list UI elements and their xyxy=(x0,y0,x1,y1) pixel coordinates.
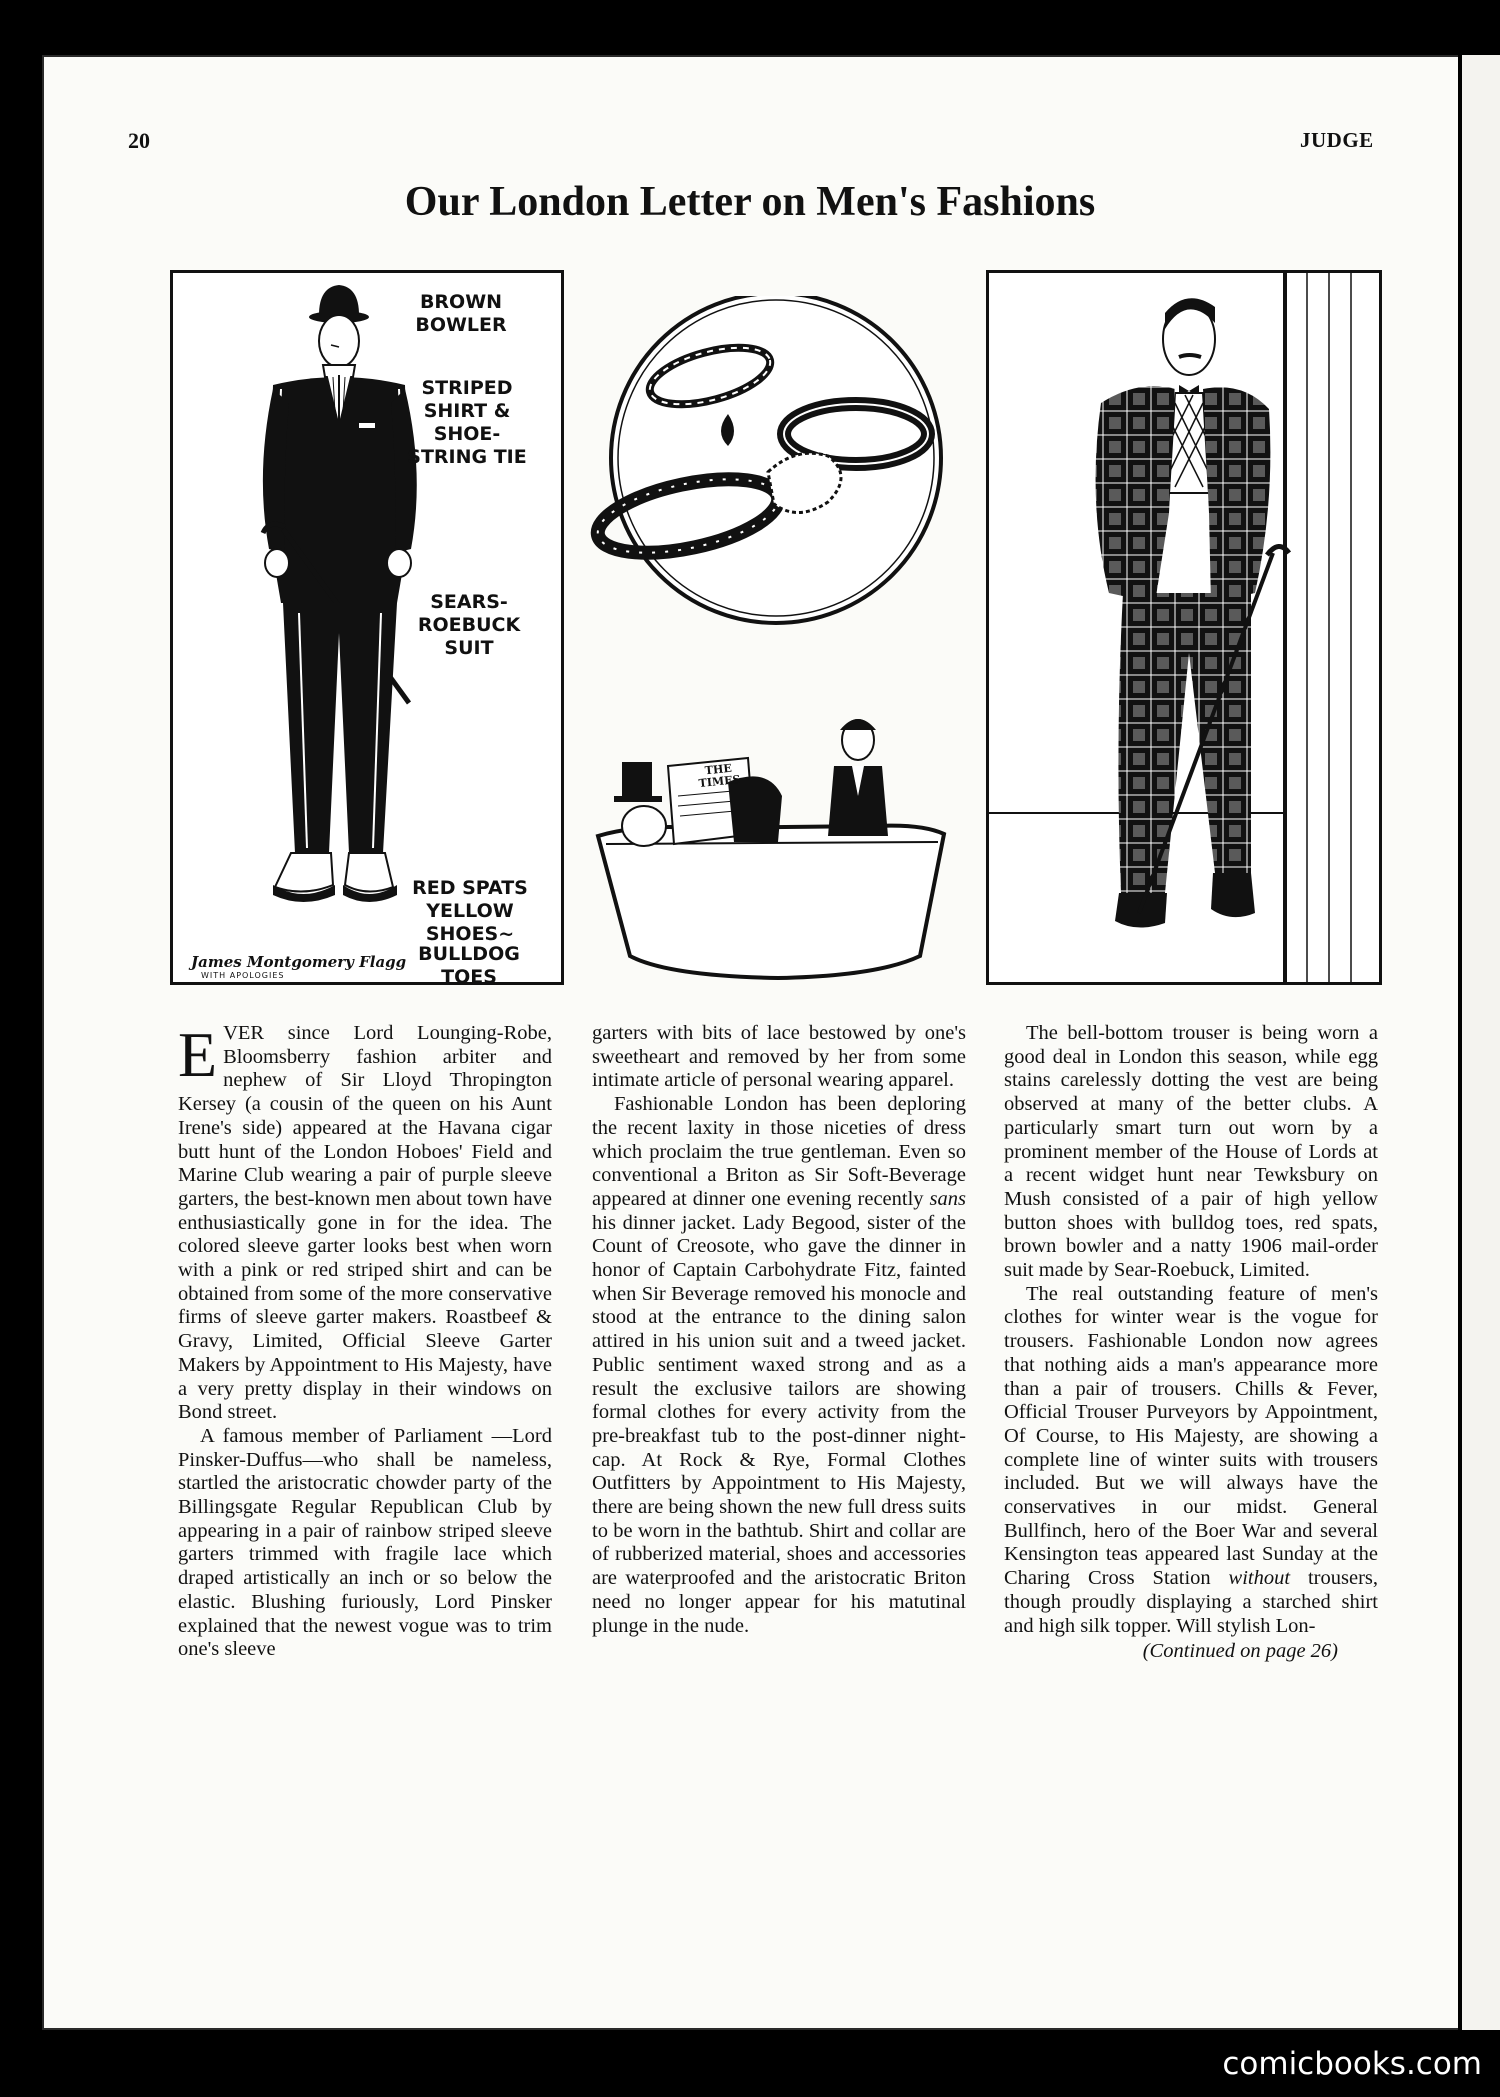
label-red-spats: RED SPATS YELLOW SHOES~ xyxy=(412,877,528,945)
paragraph-text: his dinner jacket. Lady Begood, sister of the Count of Creosote, who gave the dinner in honor of Captain Carbohydrate Fitz, fainted when Sir Beverage removed his monocle and stood at the entrance to the dining salon attired in his union suit and a tweed jacket. Public sentiment waxed strong and as a result the exclusive tailors are showing formal clothes for every activity from the pre-breakfast tub to the post-dinner night-cap. At Rock & Rye, Formal Clothes Outfitters by Appointment to His Majesty, there are being shown the new full dress suits to be worn in the bathtub. Shirt and collar are of rubberized material, shoes and accessories are waterproofed and the aristocratic Briton need no longer appear for his matutinal plunge in the nude. xyxy=(592,1211,966,1637)
page-number: 20 xyxy=(128,128,150,153)
paragraph-text: since Lord Lounging-Robe, Bloomsberry fashion arbiter and nephew of Sir Lloyd Thropington Kersey (a cousin of the queen on his Aunt Irene's side) appeared at the Havana cigar butt hunt of the London Hoboes' Field and Marine Club wearing a pair of purple sleeve garters, the best-known men about town have enthusiastically gone in for the idea. The colored sleeve garter looks best when worn with a pink or red striped shirt and can be obtained from some of the more conservative firms of sleeve garter makers. Roastbeef & Gravy, Limited, Official Sleeve Garter Makers by Appointment to His Majesty, have a very pretty display in their windows on Bond street. xyxy=(178,1022,552,1424)
illustration-man-in-check-suit xyxy=(986,270,1382,985)
paragraph: garters with bits of lace bestowed by one's sweetheart and removed by her from some intimate article of personal wearing apparel. xyxy=(592,1022,966,1092)
illustration-middle xyxy=(578,296,976,985)
label-bulldog-toes: BULLDOG TOES xyxy=(418,943,520,985)
article-column-3 xyxy=(1004,1022,1378,1664)
paragraph-text: trousers, though proudly displaying a starched shirt and high silk topper. Will stylish Lon- xyxy=(1004,1567,1378,1637)
paragraph xyxy=(592,1093,966,1638)
paragraph xyxy=(1004,1283,1378,1639)
watermark: comicbooks.com xyxy=(1222,2046,1482,2082)
continued-note: (Continued on page 26) xyxy=(1142,1640,1338,1663)
article-column-1 xyxy=(178,1019,552,1662)
garters-and-bathtub-drawing xyxy=(578,296,976,985)
italic-word: without xyxy=(1228,1567,1291,1590)
paragraph-text: The real outstanding feature of men's clothes for winter wear is the vogue for trousers. Fashionable London now agrees that nothing aids a man's appearance more than a pair of trousers. Chills & Fever, Official Trouser Purveyors by Appointment, Of Course, to His Majesty, are showing a complete line of winter suits with trousers included. But we will always have the conservatives in our midst. General Bullfinch, hero of the Boer War and several Kensington teas appeared last Sunday at the Charing Cross Station xyxy=(1004,1282,1378,1590)
paragraph: The bell-bottom trouser is being worn a good deal in London this season, while egg stains carelessly dotting the vest are being observed at many of the better clubs. A particularly smart turn out worn by a prominent member of the House of Lords at a recent widget hunt near Tewksbury on Mush consisted of a pair of high yellow button shoes with bulldog toes, red spats, brown bowler and a natty 1906 mail-order suit made by Sear-Roebuck, Limited. xyxy=(1004,1022,1378,1282)
newspaper-title: THE TIMES xyxy=(698,761,742,791)
article-column-2 xyxy=(592,1022,966,1638)
running-head: JUDGE xyxy=(1300,128,1374,152)
drop-cap: E xyxy=(178,1019,218,1090)
paragraph xyxy=(178,1019,552,1425)
article-title: Our London Letter on Men's Fashions xyxy=(404,179,1096,225)
italic-word: sans xyxy=(929,1187,966,1210)
label-sears-roebuck-suit: SEARS-ROEBUCK SUIT xyxy=(417,591,521,659)
artist-signature: James Montgomery Flagg xyxy=(191,953,407,971)
check-suit-man-drawing xyxy=(989,273,1379,982)
label-striped-shirt: STRIPED SHIRT & SHOE-STRING TIE xyxy=(407,377,527,468)
opening-small-caps: VER xyxy=(223,1022,265,1044)
label-brown-bowler: BROWN BOWLER xyxy=(415,291,507,336)
illustration-man-in-bowler xyxy=(170,270,564,985)
artist-note: WITH APOLOGIES xyxy=(201,971,285,980)
paragraph-text: Fashionable London has been deploring the recent laxity in those niceties of dress which proclaim the true gentleman. Even so conventional a Briton as Sir Soft-Beverage appeared at dinner one evening recently xyxy=(592,1093,966,1210)
paragraph: A famous member of Parliament —Lord Pinsker-Duffus—who shall be nameless, startled the aristocratic chowder party of the Billingsgate Regular Republican Club by appearing in a pair of rainbow striped sleeve garters trimmed with fragile lace which draped artistically an inch or so below the elastic. Blushing furiously, Lord Pinsker explained that the newest vogue was to trim one's sleeve xyxy=(178,1424,552,1661)
facing-page-edge xyxy=(1462,55,1500,2030)
